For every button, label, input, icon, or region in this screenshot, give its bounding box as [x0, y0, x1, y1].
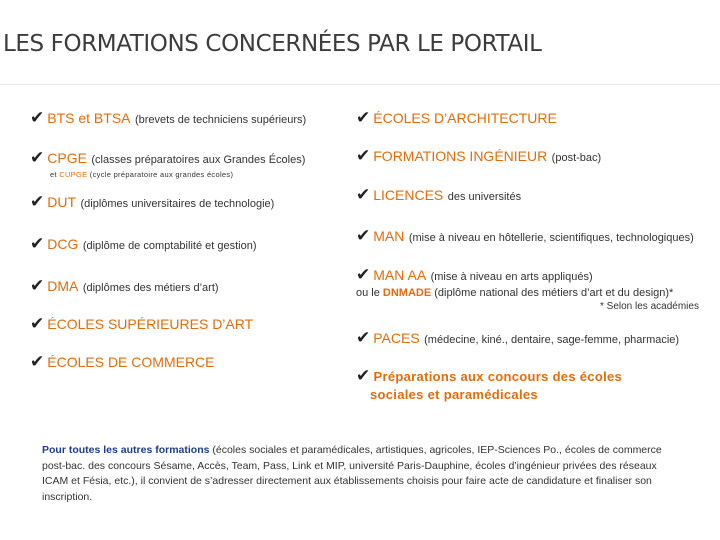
item-detail: (mise à niveau en arts appliqués)	[430, 271, 593, 283]
item-detail: (médecine, kiné., dentaire, sage-femme, pharmacie)	[424, 334, 680, 346]
list-item-bts	[30, 108, 306, 128]
check-icon: ✔	[30, 108, 45, 127]
item-label: DUT	[47, 194, 77, 210]
list-item-ecoles-superieures-art	[30, 314, 253, 334]
list-subitem-cupge	[50, 171, 233, 180]
footer-text: (écoles sociales et paramédicales, artistiques, agricoles, IEP-Sciences Po., écoles de commerce post-bac. des concours Sésame, Accès, Team, Pass, Link et MIP, université Paris-Dauphine, écoles d’ingénieur privées des réseaux ICAM et Fésia, etc.), il convient de s’adresser directement aux établissements choisis pour faire acte de candidature et finaliser son inscription.	[42, 444, 662, 503]
title-divider	[0, 84, 720, 85]
list-item-dma	[30, 276, 219, 296]
list-item-cpge	[30, 148, 305, 168]
check-icon: ✔	[30, 352, 45, 371]
item-detail: (diplôme national des métiers d’art et du design)*	[431, 287, 674, 299]
list-item-ecoles-commerce	[30, 352, 215, 372]
list-item-man-aa	[356, 265, 593, 285]
item-detail: (post-bac)	[551, 152, 602, 164]
item-label-line1: Préparations aux concours des écoles	[373, 369, 623, 384]
check-icon: ✔	[30, 314, 45, 333]
item-label: LICENCES	[373, 187, 444, 203]
list-item-man	[356, 226, 694, 246]
item-label: BTS et BTSA	[47, 110, 131, 126]
item-label-line2: sociales et paramédicales	[370, 387, 538, 402]
item-detail: (diplômes des métiers d’art)	[82, 282, 219, 294]
item-label: DCG	[47, 236, 79, 252]
item-detail: (diplôme de comptabilité et gestion)	[82, 240, 257, 252]
check-icon: ✔	[30, 148, 45, 167]
item-label: FORMATIONS INGÉNIEUR	[373, 148, 548, 164]
item-label: MAN	[373, 228, 405, 244]
item-detail: des universités	[447, 191, 522, 203]
item-prefix: ou le	[356, 287, 383, 299]
footnote-selon-academies: * Selon les académies	[600, 301, 699, 312]
check-icon: ✔	[356, 146, 371, 165]
list-subitem-dnmade	[356, 287, 673, 300]
item-label: ÉCOLES D’ARCHITECTURE	[373, 110, 557, 126]
page-title: LES FORMATIONS CONCERNÉES PAR LE PORTAIL	[3, 31, 542, 57]
list-item-preparations	[356, 367, 622, 404]
check-icon: ✔	[356, 108, 371, 127]
check-icon: ✔	[356, 226, 371, 245]
item-label: MAN AA	[373, 267, 427, 283]
item-detail: (classes préparatoires aux Grandes Écoles)	[91, 154, 306, 166]
item-detail: (cycle préparatoire aux grandes écoles)	[87, 170, 234, 179]
item-prefix: et	[50, 170, 60, 179]
check-icon: ✔	[356, 265, 371, 284]
item-label: CUPGE	[59, 170, 88, 179]
list-item-dut	[30, 192, 274, 212]
item-label: ÉCOLES SUPÉRIEURES D’ART	[47, 316, 254, 332]
item-label: CPGE	[47, 150, 87, 166]
check-icon: ✔	[30, 192, 45, 211]
item-detail: (diplômes universitaires de technologie)	[80, 198, 275, 210]
item-detail: (mise à niveau en hôtellerie, scientifiques, technologiques)	[408, 232, 694, 244]
list-item-licences	[356, 185, 521, 205]
footer-note	[42, 443, 662, 505]
check-icon: ✔	[30, 276, 45, 295]
item-label: DNMADE	[382, 287, 432, 299]
item-label: ÉCOLES DE COMMERCE	[47, 354, 215, 370]
list-item-architecture	[356, 108, 557, 128]
check-icon: ✔	[30, 234, 45, 253]
list-item-dcg	[30, 234, 256, 254]
check-icon: ✔	[356, 328, 371, 347]
list-item-ingenieur	[356, 146, 601, 166]
item-label: PACES	[373, 330, 420, 346]
check-icon: ✔	[356, 185, 371, 204]
list-item-paces	[356, 328, 679, 348]
item-detail: (brevets de techniciens supérieurs)	[134, 114, 307, 126]
item-label: DMA	[47, 278, 79, 294]
check-icon: ✔	[356, 366, 371, 385]
footer-lead: Pour toutes les autres formations	[42, 444, 210, 456]
